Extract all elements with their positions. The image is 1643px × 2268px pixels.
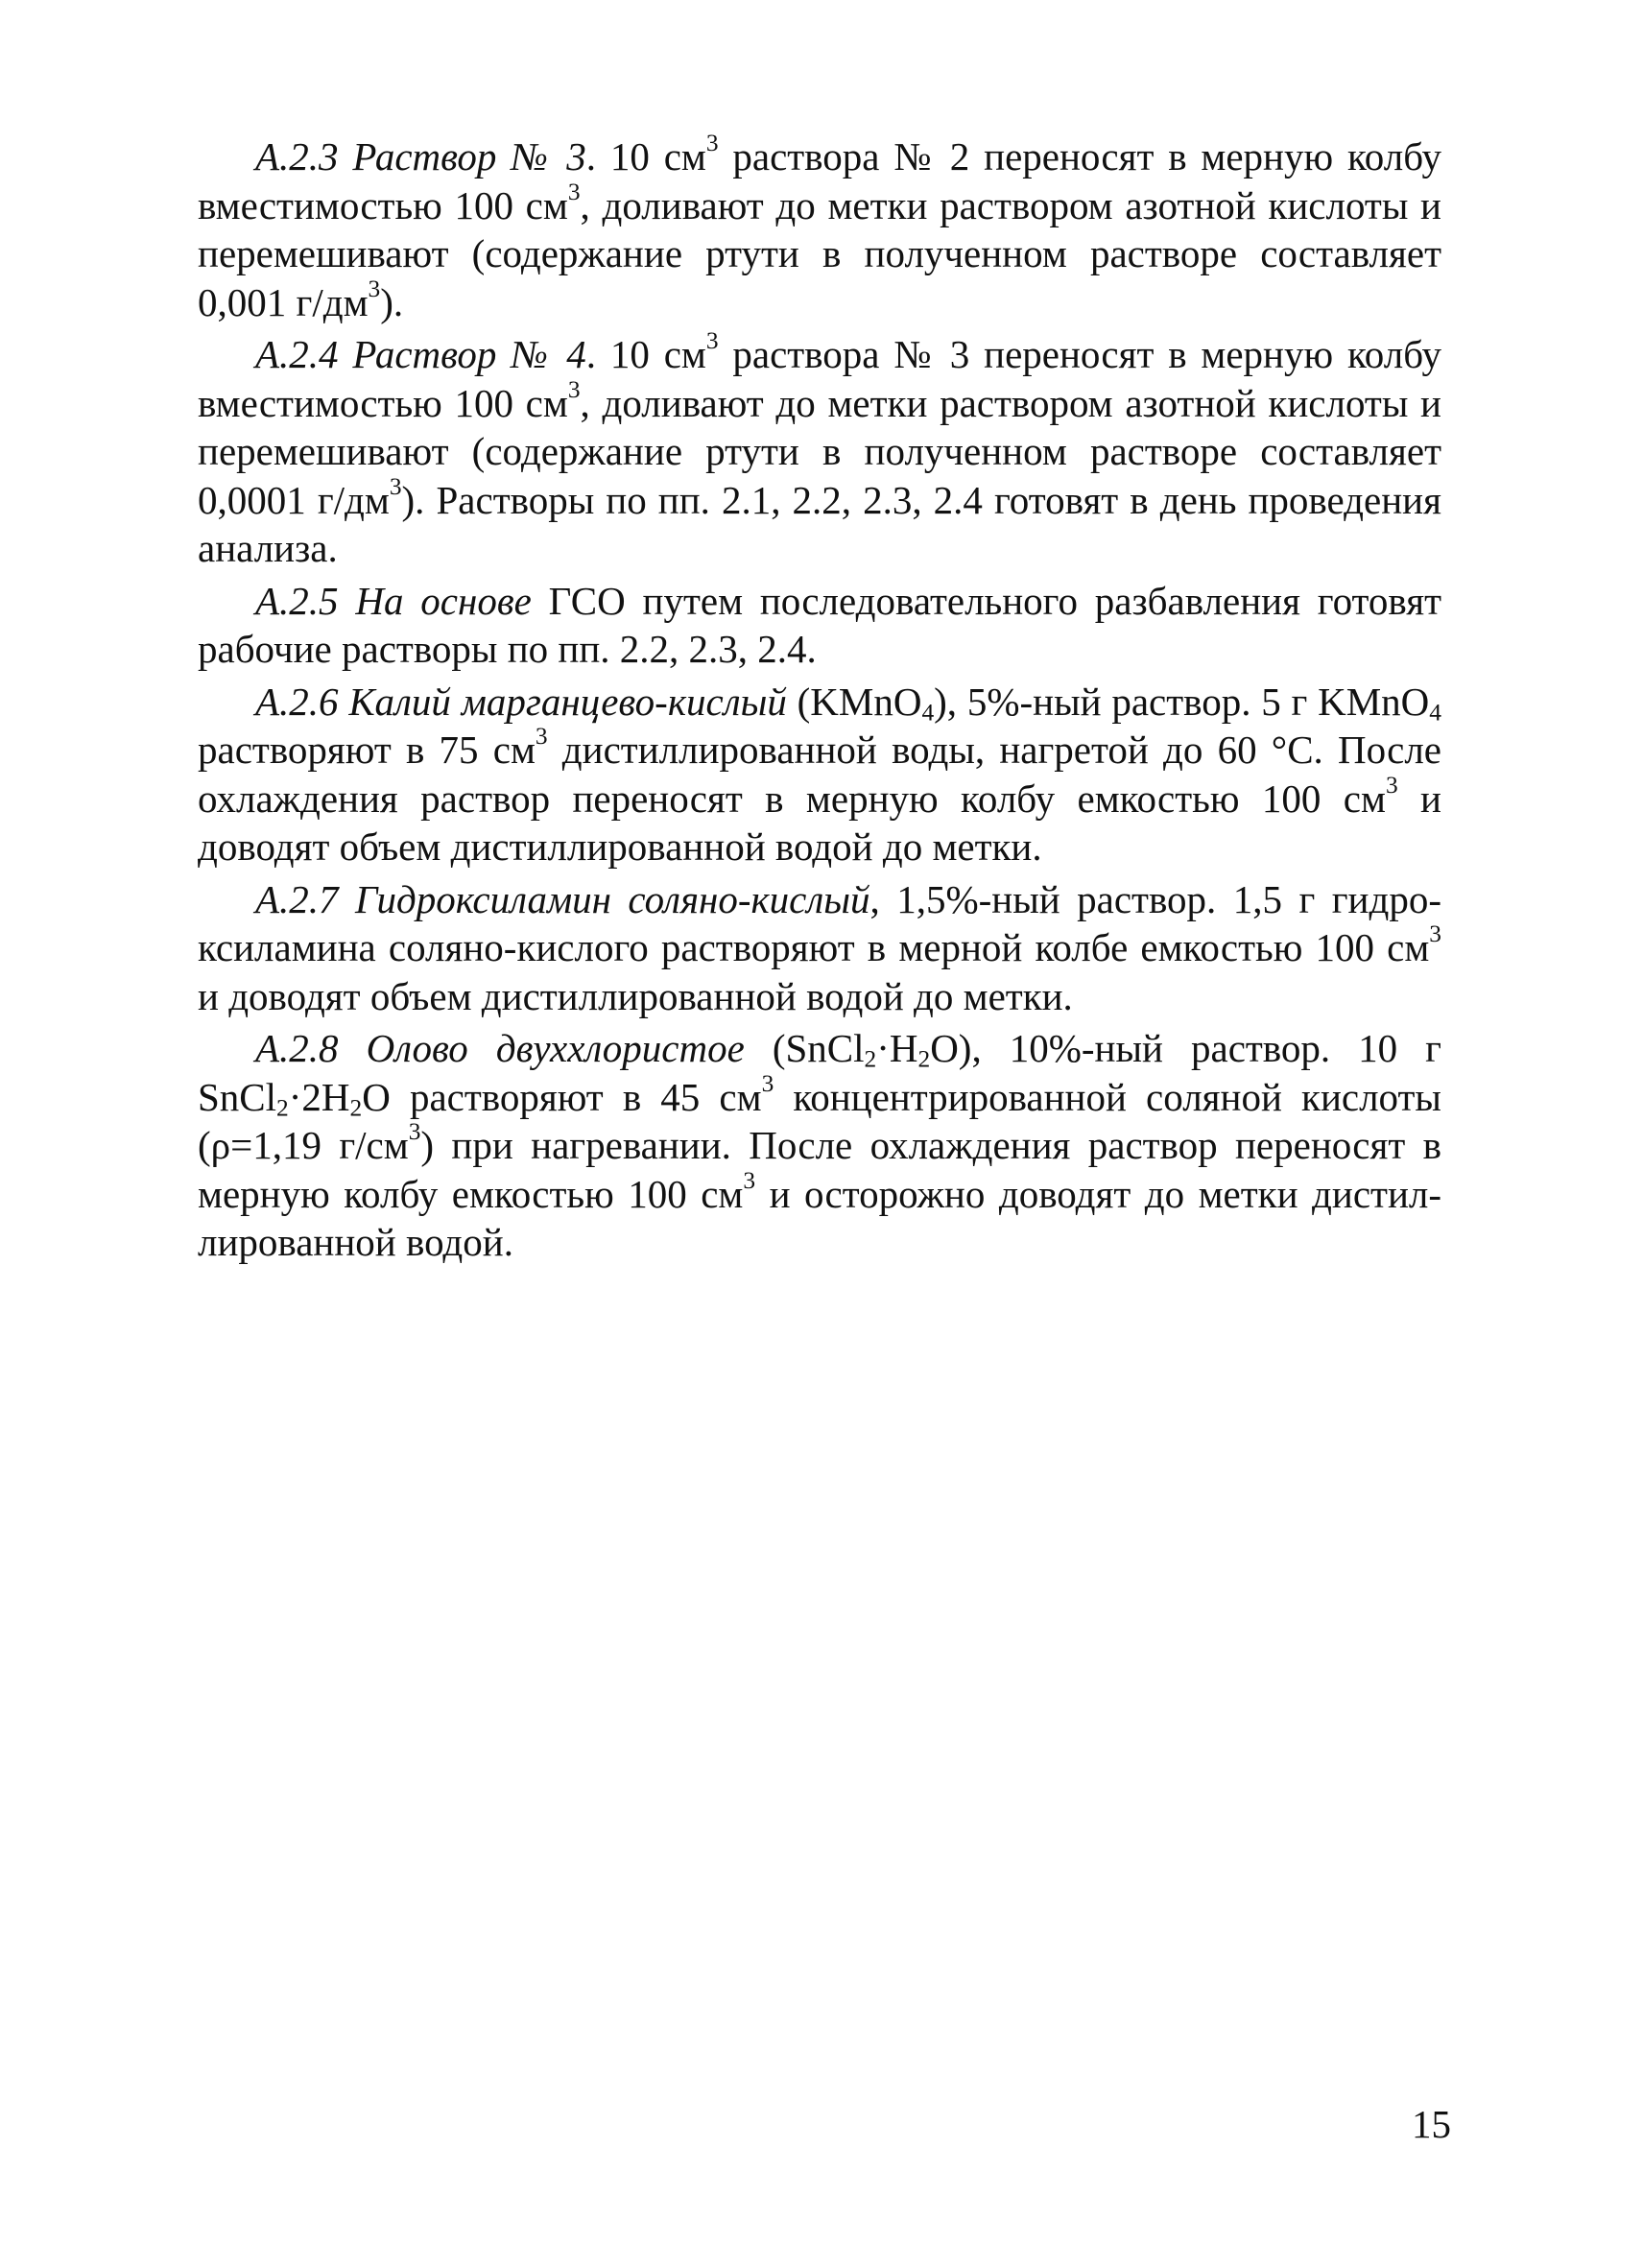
superscript: 3	[408, 1118, 421, 1146]
section-heading: А.2.5 На основе	[255, 578, 532, 623]
text-run: ГСО путем последовательного разбавления готовят рабочие растворы по пп. 2.2, 2.3, 2.4.	[198, 578, 1441, 671]
text-run: ·2H	[288, 1074, 350, 1119]
section-heading: А.2.6 Калий марганцево-кислый	[255, 679, 787, 724]
superscript: 3	[567, 178, 581, 205]
paragraph-a-2-6	[198, 678, 1441, 871]
section-heading: A.2.4 Раствор № 4	[255, 332, 586, 376]
paragraph-a-2-8	[198, 1024, 1441, 1267]
text-run: O), 10%-ный раствор. 10 г SnCl	[198, 1026, 1441, 1119]
subscript: 2	[349, 1094, 363, 1122]
superscript: 3	[705, 130, 719, 157]
text-run: ). Растворы по пп. 2.1, 2.2, 2.3, 2.4 готовят в день проведения анализа.	[198, 477, 1441, 570]
superscript: 3	[705, 327, 719, 355]
text-run: дистиллированной воды, нагретой до 60 °С. После охлаждения раствор переносят в мерную колбу емкостью 100 см	[198, 728, 1441, 821]
superscript: 3	[761, 1069, 774, 1097]
superscript: 3	[1385, 771, 1398, 799]
text-run: O растворяют в 45 см	[362, 1074, 762, 1119]
text-run: , доливают до метки раствором азотной кислоты и перемешивают (содержание ртути в полученном растворе составляет 0,0001 г/дм	[198, 380, 1441, 522]
superscript: 3	[389, 472, 402, 500]
text-run: , 1,5%-ный раствор. 1,5 г гидроксиламина соляно-кислого растворяют в мерной колбе емкостью 100 см	[198, 876, 1441, 969]
section-heading: А.2.8 Олово двуххлористое	[255, 1026, 745, 1070]
text-run: ·H	[876, 1026, 918, 1070]
text-run: растворяют в 75 см	[198, 728, 536, 772]
superscript: 3	[567, 375, 581, 403]
page-number: 15	[1412, 2102, 1451, 2146]
text-run: ) при нагревании. После охлаждения раствор переносят в мерную колбу емкостью 100 см	[198, 1123, 1441, 1216]
text-run: концентрированной соляной кислоты (ρ=1,19 г/см	[198, 1074, 1441, 1167]
subscript: 4	[921, 699, 935, 727]
text-run: и доводят объем дистиллированной водой до метки.	[198, 776, 1441, 869]
superscript: 3	[535, 723, 548, 751]
superscript: 3	[743, 1166, 756, 1194]
text-run: (SnCl	[744, 1026, 865, 1070]
text-run: ).	[380, 279, 404, 324]
text-run: раствора № 3 переносят в мерную колбу вместимостью 100 см	[198, 332, 1441, 425]
subscript: 2	[917, 1045, 931, 1073]
paragraph-a-2-7	[198, 875, 1441, 1021]
section-heading: А.2.7 Гидроксиламин соляно-кислый	[255, 876, 870, 921]
text-run: и осторожно доводят до метки дистиллированной водой.	[198, 1171, 1441, 1264]
subscript: 4	[1429, 699, 1441, 727]
superscript: 3	[368, 275, 381, 302]
subscript: 2	[276, 1094, 289, 1122]
section-heading: A.2.3 Раствор № 3	[255, 134, 586, 179]
superscript: 3	[1429, 920, 1441, 948]
paragraph-a-2-3	[198, 132, 1441, 326]
paragraph-a-2-4	[198, 327, 1441, 573]
text-run: раствора № 2 переносят в мерную колбу вместимостью 100 см	[198, 134, 1441, 227]
text-run: . 10 см	[585, 332, 706, 376]
document-body	[198, 132, 1441, 1271]
text-run: ), 5%-ный раствор. 5 г KMnO	[934, 679, 1430, 724]
text-run: (KMnO	[786, 679, 922, 724]
text-run: и доводят объем дистиллированной водой до метки.	[198, 973, 1073, 1018]
text-run: , доливают до метки раствором азотной кислоты и перемешивают (содержание ртути в полученном растворе составляет 0,001 г/дм	[198, 182, 1441, 324]
text-run: . 10 см	[585, 134, 706, 179]
subscript: 2	[864, 1045, 877, 1073]
paragraph-a-2-5	[198, 577, 1441, 674]
